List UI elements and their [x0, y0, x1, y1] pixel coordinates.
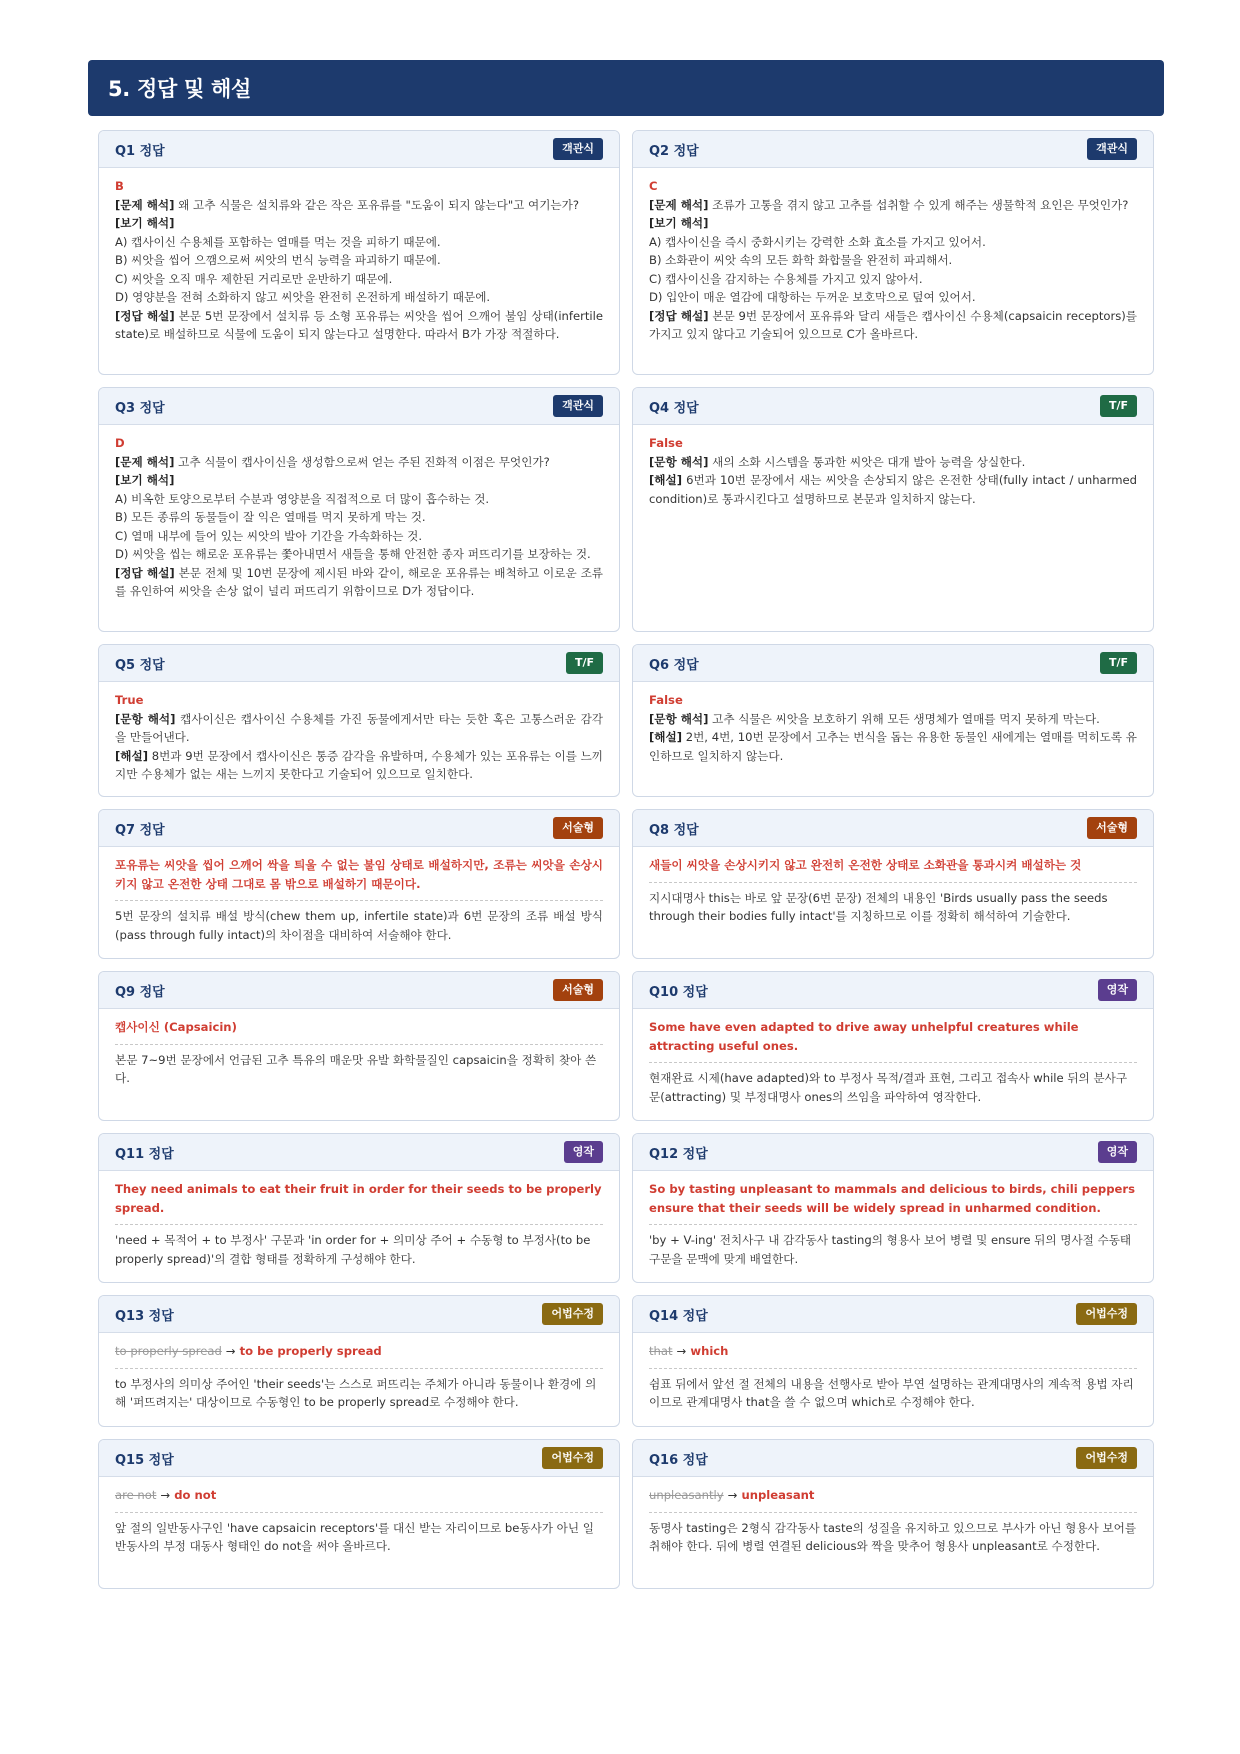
answer-card-q15 — [98, 1439, 620, 1589]
card-header — [99, 1440, 619, 1477]
wrong-expression: are not — [115, 1488, 157, 1502]
card-body — [633, 168, 1153, 374]
answer-card-q4 — [632, 387, 1154, 632]
card-title: Q16 정답 — [649, 1452, 708, 1468]
card-body — [99, 168, 619, 374]
card-header — [633, 1134, 1153, 1171]
correction-line — [115, 1342, 603, 1361]
question-translation: 조류가 고통을 겪지 않고 고추를 섭취할 수 있게 해주는 생물학적 요인은 무엇인가? — [708, 197, 1129, 212]
card-body — [633, 1477, 1153, 1588]
explanation-text: 6번과 10번 문장에서 새는 씨앗을 손상되지 않은 온전한 상태(fully intact / unharmed condition)로 통과시킨다고 설명하므로 본문과 일치하지 않는다. — [649, 473, 1137, 506]
card-title: Q13 정답 — [115, 1308, 174, 1324]
option-item: D) 영양분을 전혀 소화하지 않고 씨앗을 완전히 온전하게 배설하기 때문에. — [115, 290, 491, 304]
dashed-divider — [115, 1224, 603, 1225]
statement-translation: 캡사이신은 캡사이신 수용체를 가진 동물에게서만 타는 듯한 혹은 고통스러운 감각을 만들어낸다. — [115, 711, 603, 744]
answer-text: False — [649, 693, 683, 707]
type-badge: 영작 — [1098, 979, 1137, 1001]
card-header — [99, 388, 619, 425]
card-title: Q9 정답 — [115, 984, 165, 1000]
card-body — [99, 1009, 619, 1120]
explanation-label: [정답 해설] — [115, 565, 175, 580]
dashed-divider — [115, 1512, 603, 1513]
type-badge: 서술형 — [553, 817, 603, 839]
correction-line — [649, 1342, 1137, 1361]
answer-card-q3 — [98, 387, 620, 632]
card-header — [633, 1440, 1153, 1477]
correct-expression: unpleasant — [741, 1488, 815, 1502]
arrow-icon: → — [225, 1344, 236, 1358]
model-answer: They need animals to eat their fruit in order for their seeds to be properly spread. — [115, 1182, 602, 1215]
answer-card-q6 — [632, 644, 1154, 797]
card-header — [633, 388, 1153, 425]
card-body — [99, 1171, 619, 1282]
explanation-text: to 부정사의 의미상 주어인 'their seeds'는 스스로 퍼뜨리는 주체가 아니라 동물이나 환경에 의해 '퍼뜨려지는' 대상이므로 수동형인 to be properly spread로 수정해야 한다. — [115, 1376, 597, 1409]
dashed-divider — [649, 1062, 1137, 1063]
card-title: Q4 정답 — [649, 400, 699, 416]
card-header — [99, 645, 619, 682]
answer-text: C — [649, 179, 658, 193]
dashed-divider — [649, 1224, 1137, 1225]
question-translation: 왜 고추 식물은 설치류와 같은 작은 포유류를 "도움이 되지 않는다"고 여기는가? — [174, 197, 579, 212]
type-badge: 객관식 — [553, 138, 603, 160]
card-header — [99, 972, 619, 1009]
statement-label: [문항 해석] — [649, 454, 709, 469]
dashed-divider — [649, 882, 1137, 883]
option-item: C) 씨앗을 오직 매우 제한된 거리로만 운반하기 때문에. — [115, 271, 393, 286]
section-title: 5. 정답 및 해설 — [108, 77, 251, 101]
explanation-text: 동명사 tasting은 2형식 감각동사 taste의 성질을 유지하고 있으므로 부사가 아닌 형용사 보어를 취해야 한다. 뒤에 병렬 연결된 delicious와 짝을 맞추어 형용사 unpleasant로 수정한다. — [649, 1520, 1137, 1553]
statement-translation: 새의 소화 시스템을 통과한 씨앗은 대개 발아 능력을 상실한다. — [708, 454, 1026, 469]
card-body — [633, 1333, 1153, 1426]
answer-card-q1 — [98, 130, 620, 375]
type-badge: 객관식 — [553, 395, 603, 417]
card-header — [633, 1296, 1153, 1333]
answer-row — [98, 971, 1154, 1121]
answer-card-q2 — [632, 130, 1154, 375]
answer-row — [98, 644, 1154, 797]
type-badge: T/F — [566, 652, 603, 674]
answer-card-q14 — [632, 1295, 1154, 1427]
model-answer: 포유류는 씨앗을 씹어 으깨어 싹을 틔울 수 없는 불임 상태로 배설하지만, 조류는 씨앗을 손상시키지 않고 온전한 상태 그대로 몸 밖으로 배설하기 때문이다. — [115, 858, 603, 891]
type-badge: 서술형 — [553, 979, 603, 1001]
wrong-expression: to properly spread — [115, 1344, 222, 1358]
type-badge: 어법수정 — [1076, 1447, 1137, 1469]
card-header — [633, 131, 1153, 168]
answer-card-q16 — [632, 1439, 1154, 1589]
answer-row — [98, 1133, 1154, 1283]
answer-text: B — [115, 179, 124, 193]
card-body — [633, 1171, 1153, 1282]
answer-text: D — [115, 436, 125, 450]
statement-label: [문항 해석] — [649, 711, 709, 726]
explanation-text: 'need + 목적어 + to 부정사' 구문과 'in order for + 의미상 주어 + 수동형 to 부정사(to be properly spread)'의 결합 형태를 정확하게 구성해야 한다. — [115, 1233, 591, 1266]
dashed-divider — [115, 900, 603, 901]
explanation-text: 쉼표 뒤에서 앞선 절 전체의 내용을 선행사로 받아 부연 설명하는 관계대명사의 계속적 용법 자리이므로 관계대명사 that을 쓸 수 없으며 which로 수정해야 한다. — [649, 1376, 1134, 1409]
card-header — [633, 645, 1153, 682]
options-label: [보기 해석] — [649, 216, 709, 230]
answer-card-q5 — [98, 644, 620, 797]
explanation-text: 현재완료 시제(have adapted)와 to 부정사 목적/결과 표현, 그리고 접속사 while 뒤의 분사구문(attracting) 및 부정대명사 ones의 쓰임을 파악하여 영작한다. — [649, 1071, 1128, 1104]
card-body — [633, 682, 1153, 796]
answer-card-q11 — [98, 1133, 620, 1283]
wrong-expression: unpleasantly — [649, 1488, 724, 1502]
option-item: C) 캡사이신을 감지하는 수용체를 가지고 있지 않아서. — [649, 271, 923, 286]
type-badge: 객관식 — [1087, 138, 1137, 160]
card-title: Q5 정답 — [115, 657, 165, 673]
answer-row — [98, 387, 1154, 632]
card-body — [633, 425, 1153, 631]
card-body — [99, 425, 619, 631]
card-body — [99, 1333, 619, 1426]
card-title: Q15 정답 — [115, 1452, 174, 1468]
card-title: Q8 정답 — [649, 822, 699, 838]
card-body — [633, 1009, 1153, 1120]
dashed-divider — [115, 1044, 603, 1045]
card-header — [633, 972, 1153, 1009]
dashed-divider — [115, 1368, 603, 1369]
explanation-text: 8번과 9번 문장에서 캡사이신은 통증 감각을 유발하며, 수용체가 있는 포유류는 이를 느끼지만 수용체가 없는 새는 느끼지 못한다고 기술되어 있으므로 일치한다. — [115, 748, 603, 781]
answer-row — [98, 130, 1154, 375]
explanation-text: 5번 문장의 설치류 배설 방식(chew them up, infertile state)과 6번 문장의 조류 배설 방식(pass through fully intact)의 차이점을 대비하여 서술해야 한다. — [115, 909, 603, 942]
dashed-divider — [649, 1368, 1137, 1369]
option-item: B) 모든 종류의 동물들이 잘 익은 열매를 먹지 못하게 막는 것. — [115, 510, 426, 524]
explanation-text: 본문 5번 문장에서 설치류 등 소형 포유류는 씨앗을 씹어 으깨어 불임 상태(infertile state)로 배설하므로 식물에 도움이 되지 않는다고 설명한다. 따라서 B가 가장 적절하다. — [115, 308, 603, 341]
wrong-expression: that — [649, 1344, 673, 1358]
correct-expression: do not — [174, 1488, 217, 1502]
arrow-icon: → — [727, 1488, 738, 1502]
answer-card-q9 — [98, 971, 620, 1121]
type-badge: 어법수정 — [542, 1447, 603, 1469]
option-item: A) 캡사이신을 즉시 중화시키는 강력한 소화 효소를 가지고 있어서. — [649, 234, 986, 249]
explanation-text: 본문 9번 문장에서 포유류와 달리 새들은 캡사이신 수용체(capsaicin receptors)를 가지고 있지 않다고 기술되어 있으므로 C가 올바르다. — [649, 308, 1137, 341]
correction-line — [115, 1486, 603, 1505]
type-badge: 영작 — [1098, 1141, 1137, 1163]
correction-line — [649, 1486, 1137, 1505]
answer-grid — [98, 130, 1154, 1601]
type-badge: T/F — [1100, 652, 1137, 674]
question-label: [문제 해석] — [115, 454, 175, 469]
explanation-label: [정답 해설] — [649, 308, 709, 323]
options-label: [보기 해석] — [115, 216, 175, 230]
question-translation: 고추 식물이 캡사이신을 생성함으로써 얻는 주된 진화적 이점은 무엇인가? — [174, 454, 550, 469]
card-header — [633, 810, 1153, 847]
explanation-label: [해설] — [649, 473, 682, 487]
type-badge: 어법수정 — [1076, 1303, 1137, 1325]
card-title: Q1 정답 — [115, 143, 165, 159]
card-body — [633, 847, 1153, 958]
answer-row — [98, 809, 1154, 959]
dashed-divider — [649, 1512, 1137, 1513]
option-item: B) 씨앗을 씹어 으깸으로써 씨앗의 번식 능력을 파괴하기 때문에. — [115, 253, 441, 267]
answer-row — [98, 1295, 1154, 1427]
correct-expression: to be properly spread — [239, 1344, 382, 1358]
explanation-label: [해설] — [115, 748, 148, 763]
card-header — [99, 1296, 619, 1333]
explanation-text: 본문 전체 및 10번 문장에 제시된 바와 같이, 해로운 포유류는 배척하고 이로운 조류를 유인하여 씨앗을 손상 없이 널리 퍼뜨리기 위함이므로 D가 정답이다. — [115, 565, 603, 598]
card-title: Q3 정답 — [115, 400, 165, 416]
card-header — [99, 1134, 619, 1171]
statement-label: [문항 해석] — [115, 711, 176, 726]
question-label: [문제 해석] — [115, 197, 175, 212]
option-item: D) 씨앗을 씹는 해로운 포유류는 쫓아내면서 새들을 통해 안전한 종자 퍼뜨리기를 보장하는 것. — [115, 547, 591, 561]
question-label: [문제 해석] — [649, 197, 709, 212]
option-item: C) 열매 내부에 들어 있는 씨앗의 발아 기간을 가속화하는 것. — [115, 528, 423, 543]
correct-expression: which — [690, 1344, 729, 1358]
arrow-icon: → — [160, 1488, 171, 1502]
explanation-text: 'by + V-ing' 전치사구 내 감각동사 tasting의 형용사 보어 병렬 및 ensure 뒤의 명사절 수동태 구문을 문맥에 맞게 배열한다. — [649, 1233, 1132, 1266]
card-body — [99, 1477, 619, 1588]
answer-text: False — [649, 436, 683, 450]
answer-card-q8 — [632, 809, 1154, 959]
card-title: Q6 정답 — [649, 657, 699, 673]
card-body — [99, 682, 619, 796]
option-item: B) 소화관이 씨앗 속의 모든 화학 화합물을 완전히 파괴해서. — [649, 253, 953, 267]
card-title: Q12 정답 — [649, 1146, 708, 1162]
answer-card-q10 — [632, 971, 1154, 1121]
type-badge: T/F — [1100, 395, 1137, 417]
model-answer: 캡사이신 (Capsaicin) — [115, 1020, 237, 1034]
explanation-text: 본문 7~9번 문장에서 언급된 고추 특유의 매운맛 유발 화학물질인 capsaicin을 정확히 찾아 쓴다. — [115, 1052, 597, 1085]
explanation-text: 2번, 4번, 10번 문장에서 고추는 번식을 돕는 유용한 동물인 새에게는 열매를 먹히도록 유인하므로 일치하지 않는다. — [649, 730, 1137, 763]
explanation-text: 지시대명사 this는 바로 앞 문장(6번 문장) 전체의 내용인 'Birds usually pass the seeds through their bodies fully intact'를 지칭하므로 이를 정확히 해석하여 기술한다. — [649, 890, 1108, 923]
card-header — [99, 131, 619, 168]
card-title: Q10 정답 — [649, 984, 708, 1000]
model-answer: So by tasting unpleasant to mammals and delicious to birds, chili peppers ensure that their seeds will be widely spread in unharmed condition. — [649, 1182, 1136, 1215]
option-item: A) 비옥한 토양으로부터 수분과 영양분을 직접적으로 더 많이 흡수하는 것. — [115, 491, 490, 506]
card-title: Q7 정답 — [115, 822, 165, 838]
type-badge: 서술형 — [1087, 817, 1137, 839]
card-header — [99, 810, 619, 847]
options-label: [보기 해석] — [115, 473, 175, 487]
type-badge: 영작 — [564, 1141, 603, 1163]
card-title: Q14 정답 — [649, 1308, 708, 1324]
arrow-icon: → — [676, 1344, 687, 1358]
answer-row — [98, 1439, 1154, 1589]
option-item: D) 입안이 매운 열감에 대항하는 두꺼운 보호막으로 덮여 있어서. — [649, 290, 976, 304]
statement-translation: 고추 식물은 씨앗을 보호하기 위해 모든 생명체가 열매를 먹지 못하게 막는다. — [708, 711, 1100, 726]
card-title: Q2 정답 — [649, 143, 699, 159]
model-answer: Some have even adapted to drive away unhelpful creatures while attracting useful ones. — [649, 1020, 1079, 1053]
type-badge: 어법수정 — [542, 1303, 603, 1325]
card-body — [99, 847, 619, 958]
section-banner — [88, 60, 1164, 116]
answer-card-q7 — [98, 809, 620, 959]
answer-card-q12 — [632, 1133, 1154, 1283]
explanation-label: [해설] — [649, 730, 682, 744]
explanation-text: 앞 절의 일반동사구인 'have capsaicin receptors'를 대신 받는 자리이므로 be동사가 아닌 일반동사의 부정 대동사 형태인 do not을 써야 올바르다. — [115, 1520, 594, 1553]
option-item: A) 캡사이신 수용체를 포함하는 열매를 먹는 것을 피하기 때문에. — [115, 234, 441, 249]
card-title: Q11 정답 — [115, 1146, 174, 1162]
explanation-label: [정답 해설] — [115, 308, 175, 323]
answer-text: True — [115, 693, 144, 707]
model-answer: 새들이 씨앗을 손상시키지 않고 완전히 온전한 상태로 소화관을 통과시켜 배설하는 것 — [649, 858, 1082, 872]
answer-card-q13 — [98, 1295, 620, 1427]
